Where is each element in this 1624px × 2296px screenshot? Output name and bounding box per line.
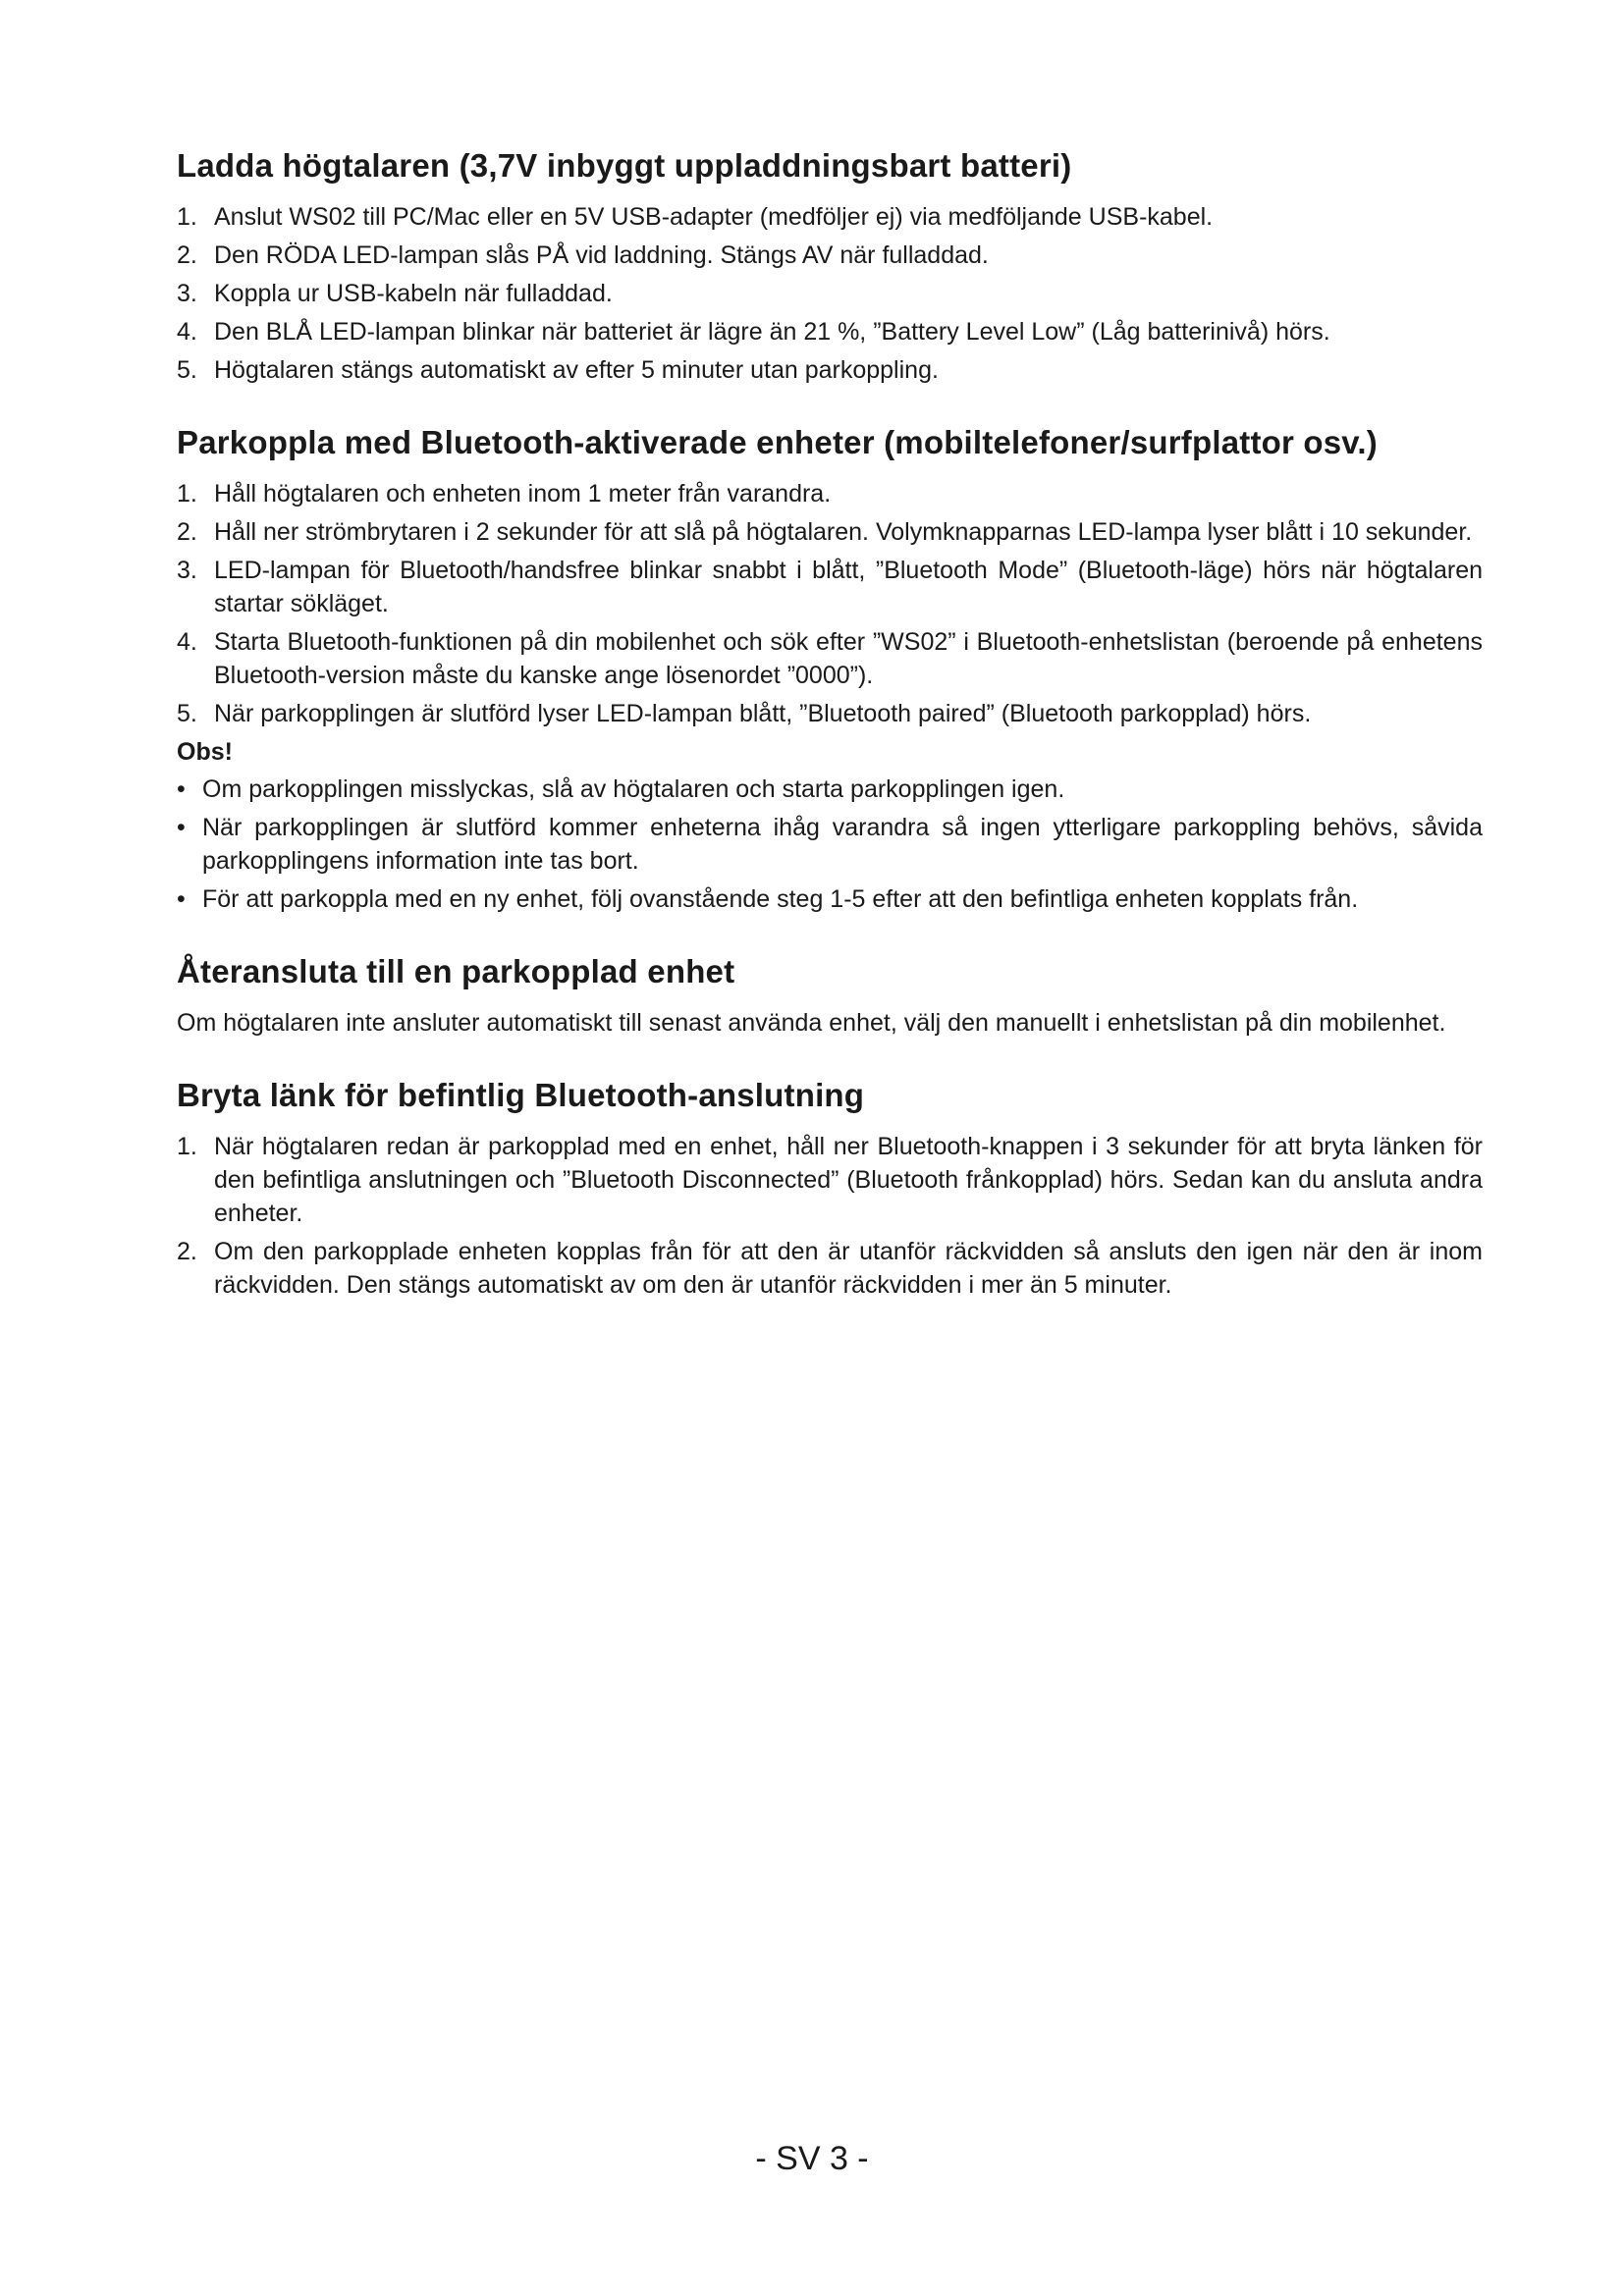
list-number: 1. [177,480,197,507]
list-number: 3. [177,557,197,584]
charging-steps [177,200,1483,387]
list-text: När parkopplingen är slutförd lyser LED-lampan blått, ”Bluetooth paired” (Bluetooth parkopplad) hörs. [214,700,1312,727]
section-pairing [177,424,1483,916]
list-text: Högtalaren stängs automatiskt av efter 5 minuter utan parkoppling. [214,356,939,384]
list-text: LED-lampan för Bluetooth/handsfree blinkar snabbt i blått, ”Bluetooth Mode” (Bluetooth-läge) hörs när högtalaren startar sökläget. [214,557,1483,617]
list-item [177,477,1483,510]
list-number: 4. [177,318,197,346]
list-text: Den BLÅ LED-lampan blinkar när batteriet är lägre än 21 %, ”Battery Level Low” (Låg batterinivå) hörs. [214,318,1330,346]
list-text: När högtalaren redan är parkopplad med en enhet, håll ner Bluetooth-knappen i 3 sekunder för att bryta länken för den befintliga anslutningen och ”Bluetooth Disconnected” (Bluetooth frånkopplad) hörs. Sedan kan du ansluta andra enheter. [214,1133,1483,1227]
list-item [177,353,1483,387]
bullet-text: Om parkopplingen misslyckas, slå av högtalaren och starta parkopplingen igen. [202,775,1065,803]
list-item [177,200,1483,234]
list-number: 5. [177,356,197,384]
bullet-item [177,773,1483,806]
disconnect-steps [177,1130,1483,1302]
list-text: Koppla ur USB-kabeln när fulladdad. [214,280,613,307]
reconnect-paragraph: Om högtalaren inte ansluter automatiskt till senast använda enhet, välj den manuellt i enhetslistan på din mobilenhet. [177,1009,1446,1037]
bullet-item [177,882,1483,916]
list-number: 1. [177,203,197,231]
list-item [177,1235,1483,1302]
list-text: Om den parkopplade enheten kopplas från för att den är utanför räckvidden så ansluts den igen när den är inom räckvidden. Den stängs automatiskt av om den är utanför räckvidden i mer än 5 minuter. [214,1238,1483,1299]
list-item [177,1130,1483,1230]
list-item [177,277,1483,310]
section-heading-disconnect: Bryta länk för befintlig Bluetooth-anslutning [177,1077,865,1113]
list-text: Den RÖDA LED-lampan slås PÅ vid laddning. Stängs AV när fulladdad. [214,241,989,269]
bullet-item [177,811,1483,878]
list-item [177,239,1483,272]
list-number: 2. [177,518,197,546]
list-item [177,697,1483,730]
section-heading-reconnect: Återansluta till en parkopplad enhet [177,953,735,989]
list-item [177,625,1483,692]
list-item [177,515,1483,549]
manual-page [177,147,1483,1339]
bullet-icon: • [177,885,186,913]
list-item [177,554,1483,620]
list-number: 2. [177,1238,197,1265]
list-text: Håll ner strömbrytaren i 2 sekunder för att slå på högtalaren. Volymknapparnas LED-lampa lyser blått i 10 sekunder. [214,518,1473,546]
list-number: 5. [177,700,197,727]
section-heading-charging: Ladda högtalaren (3,7V inbyggt uppladdningsbart batteri) [177,147,1072,184]
list-number: 4. [177,628,197,656]
section-disconnect [177,1077,1483,1302]
list-number: 1. [177,1133,197,1160]
list-text: Starta Bluetooth-funktionen på din mobilenhet och sök efter ”WS02” i Bluetooth-enhetslistan (beroende på enhetens Bluetooth-version måste du kanske ange lösenordet ”0000”). [214,628,1483,689]
pairing-steps [177,477,1483,730]
note-bullets [177,773,1483,916]
section-charging [177,147,1483,387]
page-number: - SV 3 - [755,2140,869,2177]
note-label: Obs! [177,738,233,766]
bullet-text: När parkopplingen är slutförd kommer enheterna ihåg varandra så ingen ytterligare parkoppling behövs, såvida parkopplingens information inte tas bort. [202,814,1483,875]
section-reconnect [177,953,1483,1040]
bullet-text: För att parkoppla med en ny enhet, följ ovanstående steg 1-5 efter att den befintliga enheten kopplats från. [202,885,1359,913]
section-heading-pairing: Parkoppla med Bluetooth-aktiverade enheter (mobiltelefoner/surfplattor osv.) [177,424,1378,460]
list-text: Håll högtalaren och enheten inom 1 meter från varandra. [214,480,832,507]
list-number: 2. [177,241,197,269]
list-number: 3. [177,280,197,307]
bullet-icon: • [177,775,186,803]
list-item [177,315,1483,348]
list-text: Anslut WS02 till PC/Mac eller en 5V USB-adapter (medföljer ej) via medföljande USB-kabel. [214,203,1214,231]
bullet-icon: • [177,814,186,841]
